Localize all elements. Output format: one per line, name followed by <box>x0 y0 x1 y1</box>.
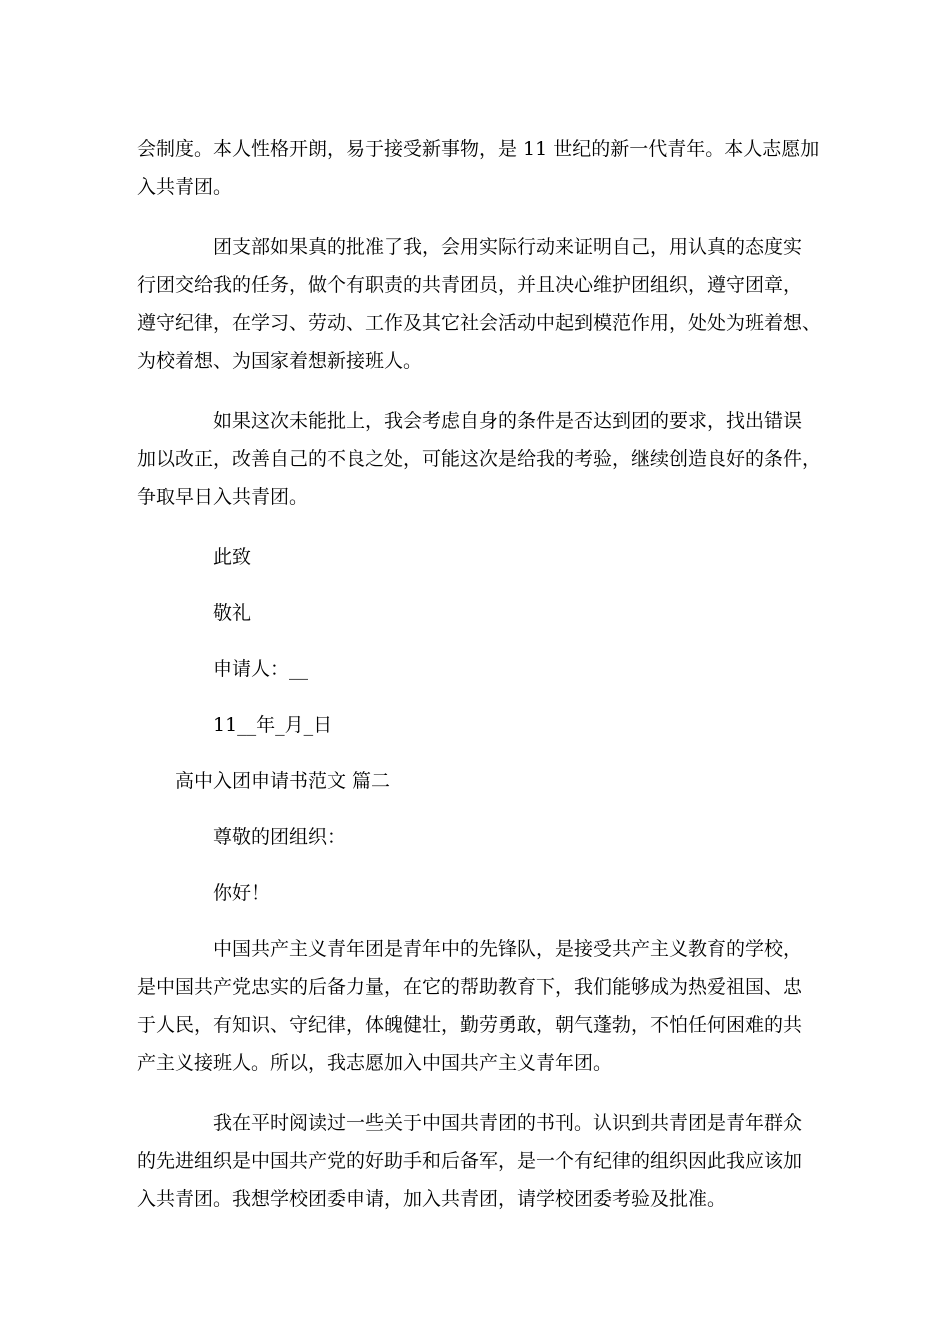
text-line: 遵守纪律，在学习、劳动、工作及其它社会活动中起到模范作用，处处为班着想、 <box>137 312 822 334</box>
text-line: 入共青团。我想学校团委申请，加入共青团，请学校团委考验及批准。 <box>137 1188 727 1210</box>
paragraph-about-league <box>137 930 821 1082</box>
greeting: 你好！ <box>213 882 271 904</box>
text-line: 加以改正，改善自己的不良之处，可能这次是给我的考验，继续创造良好的条件， <box>137 448 822 470</box>
section-heading: 高中入团申请书范文 篇二 <box>175 770 391 792</box>
applicant-line: 申请人：__ <box>213 658 309 680</box>
text-line: 是中国共产党忠实的后备力量，在它的帮助教育下，我们能够成为热爱祖国、忠 <box>137 976 803 998</box>
paragraph-commitment <box>137 228 821 380</box>
text-line: 中国共产主义青年团是青年中的先锋队，是接受共产主义教育的学校， <box>213 938 803 960</box>
closing-cizhi: 此致 <box>213 546 252 568</box>
salutation: 尊敬的团组织： <box>213 826 347 848</box>
text-line: 入共青团。 <box>137 176 233 198</box>
paragraph-if-rejected <box>137 402 821 516</box>
text-line: 团支部如果真的批准了我，会用实际行动来证明自己，用认真的态度实 <box>213 236 803 258</box>
closing-jingli: 敬礼 <box>213 602 252 624</box>
text-line: 的先进组织是中国共产党的好助手和后备军，是一个有纪律的组织因此我应该加 <box>137 1150 803 1172</box>
paragraph-continuation <box>137 130 821 206</box>
text-line: 争取早日入共青团。 <box>137 486 309 508</box>
text-line: 行团交给我的任务，做个有职责的共青团员，并且决心维护团组织，遵守团章， <box>137 274 803 296</box>
paragraph-reading <box>137 1104 821 1218</box>
text-line: 于人民，有知识、守纪律，体魄健壮，勤劳勇敢，朝气蓬勃，不怕任何困难的共 <box>137 1014 803 1036</box>
text-line: 为校着想、为国家着想新接班人。 <box>137 350 423 372</box>
text-line: 会制度。本人性格开朗，易于接受新事物，是 11 世纪的新一代青年。本人志愿加 <box>137 138 820 160</box>
text-line: 产主义接班人。所以，我志愿加入中国共产主义青年团。 <box>137 1052 613 1074</box>
text-line: 我在平时阅读过一些关于中国共青团的书刊。认识到共青团是青年群众 <box>213 1112 803 1134</box>
date-line: 11__年_月_日 <box>213 714 333 736</box>
text-line: 如果这次未能批上，我会考虑自身的条件是否达到团的要求，找出错误 <box>213 410 803 432</box>
document-body <box>137 130 821 1240</box>
